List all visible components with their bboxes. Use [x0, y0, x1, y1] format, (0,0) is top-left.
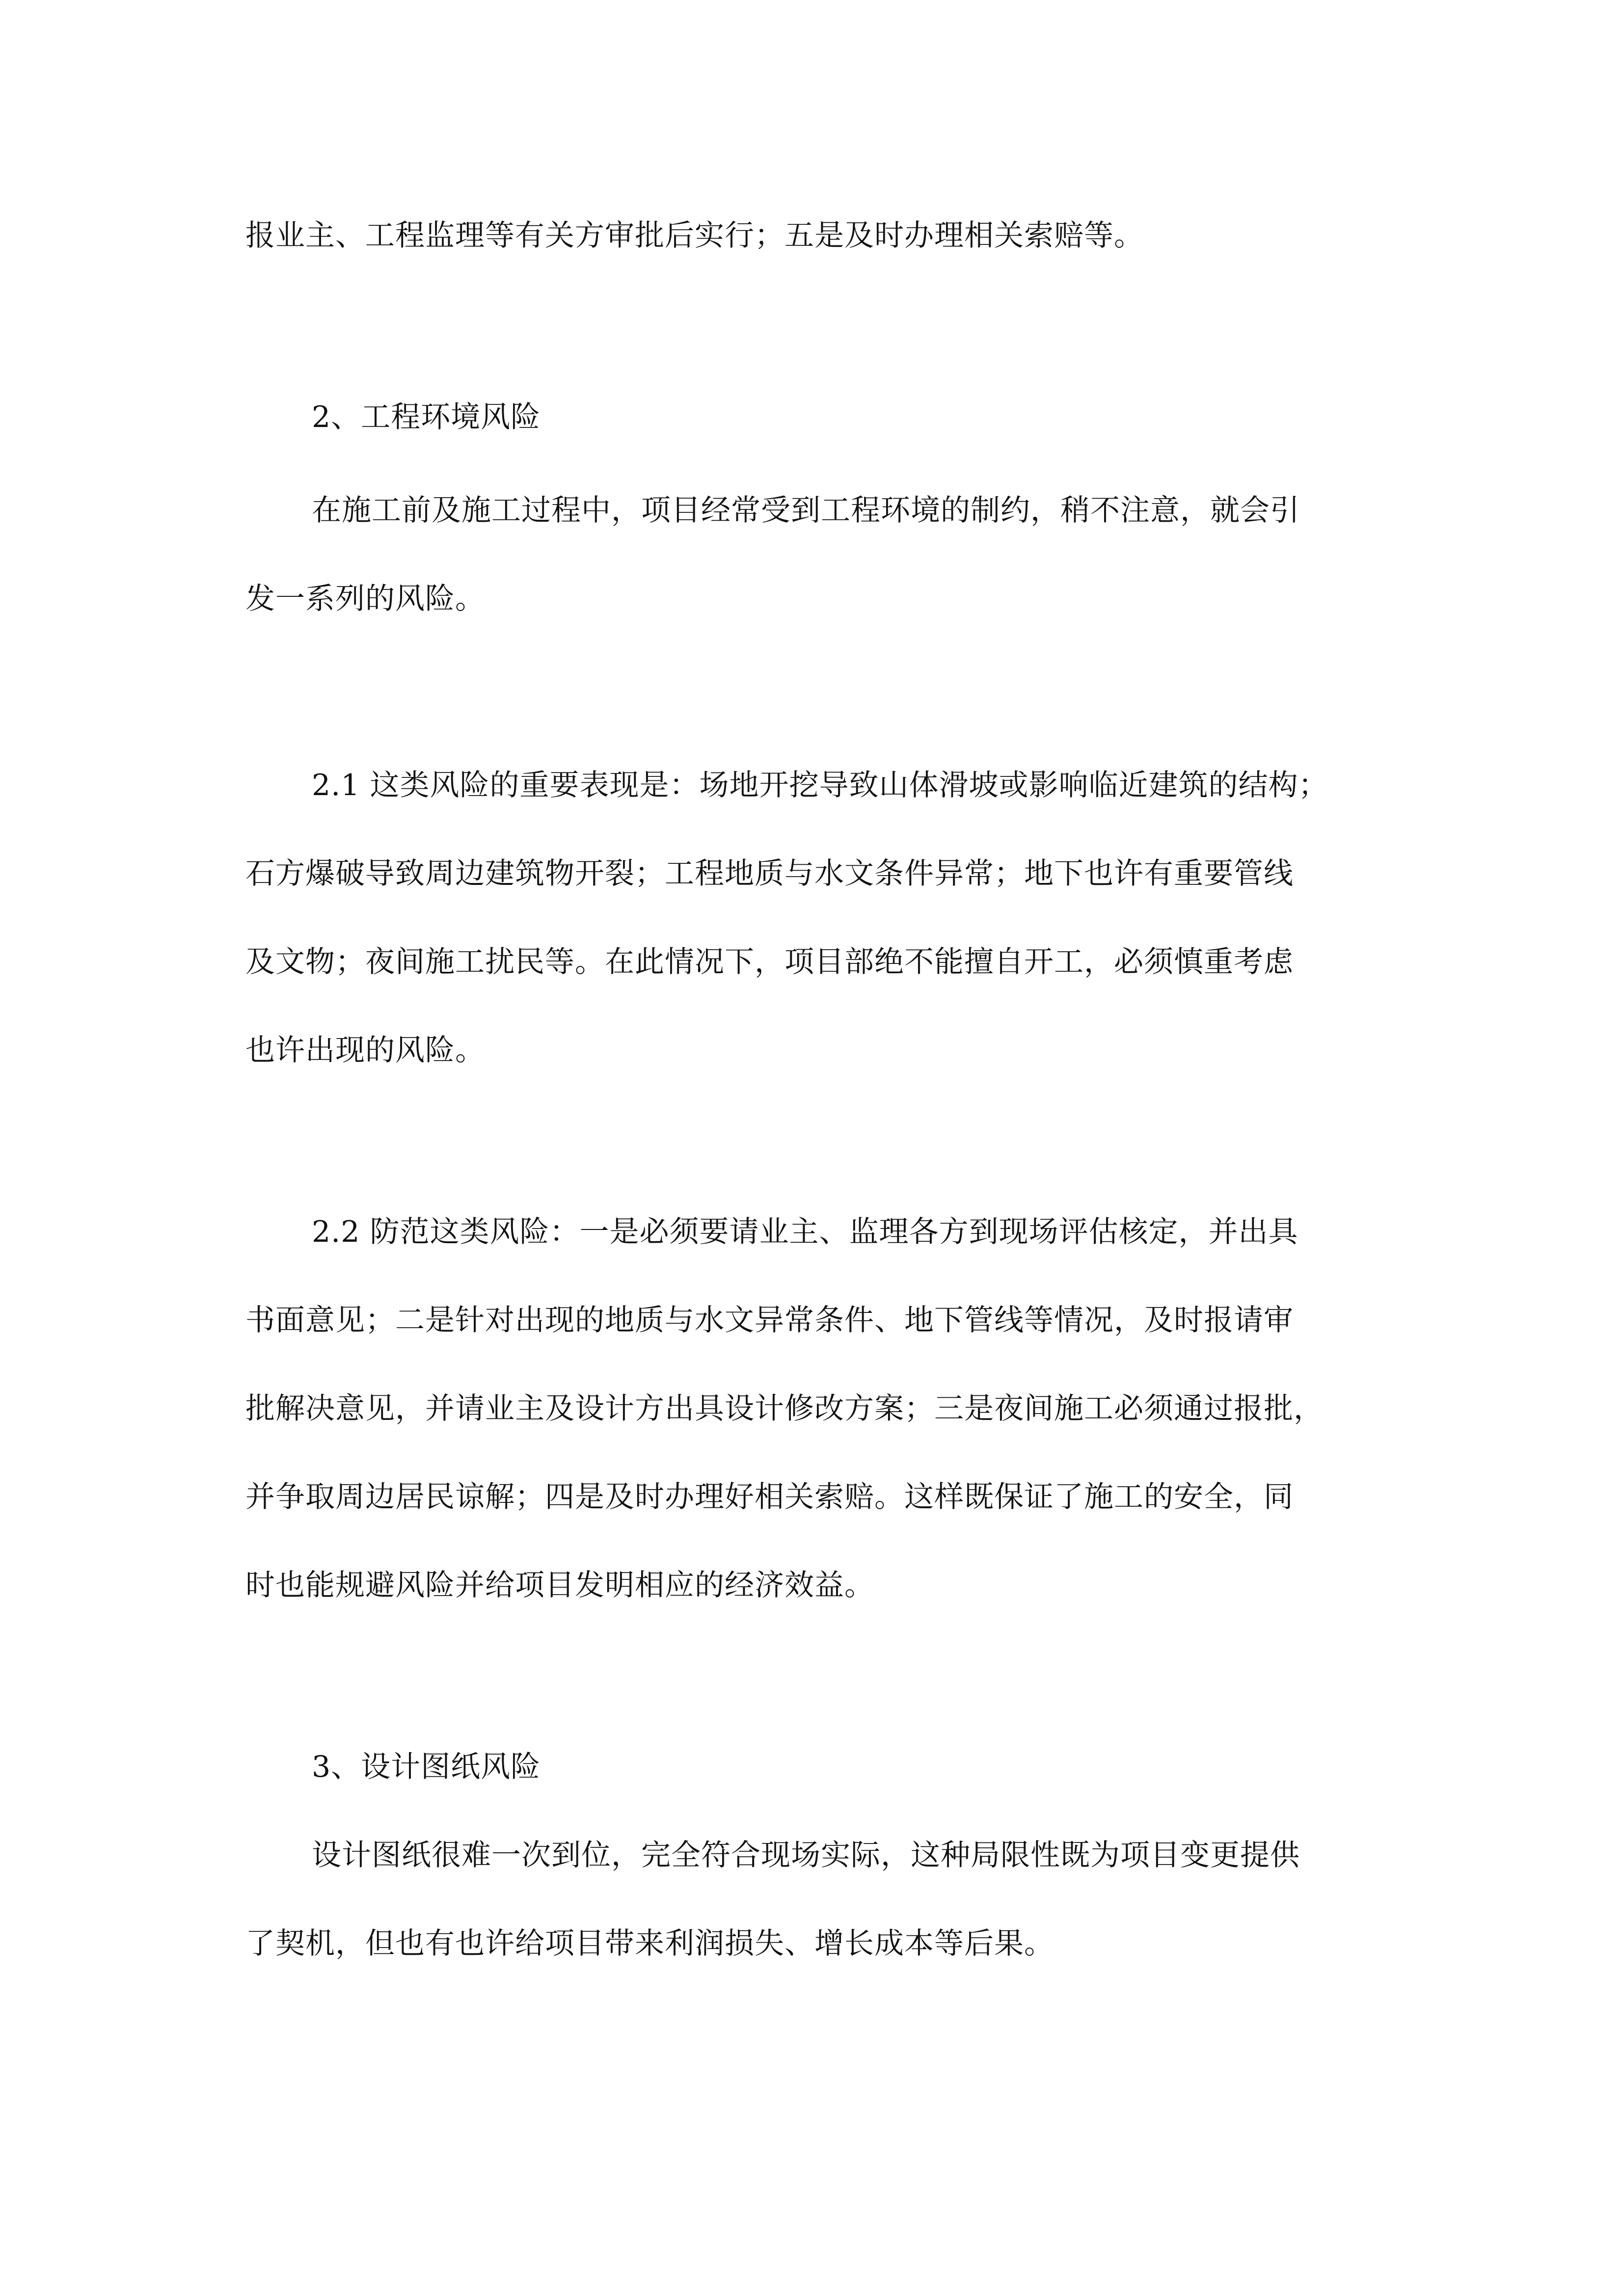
- paragraph-line: 也许出现的风险。: [245, 1033, 485, 1068]
- paragraph-line: 设计图纸很难一次到位，完全符合现场实际，这种局限性既为项目变更提供: [312, 1838, 1300, 1872]
- paragraph-line: 及文物；夜间施工扰民等。在此情况下，项目部绝不能擅自开工，必须慎重考虑: [245, 945, 1294, 979]
- paragraph-line: 并争取周边居民谅解；四是及时办理好相关索赔。这样既保证了施工的安全，同: [245, 1480, 1294, 1514]
- section-heading-3: 3、设计图纸风险: [312, 1750, 541, 1784]
- section-heading-2: 2、工程环境风险: [312, 400, 541, 434]
- paragraph-line: 批解决意见，并请业主及设计方出具设计修改方案；三是夜间施工必须通过报批，: [245, 1391, 1324, 1426]
- paragraph-line: 了契机，但也有也许给项目带来利润损失、增长成本等后果。: [245, 1926, 1054, 1961]
- paragraph-line: 2.2 防范这类风险：一是必须要请业主、监理各方到现场评估核定，并出具: [312, 1215, 1299, 1249]
- paragraph-line: 书面意见；二是针对出现的地质与水文异常条件、地下管线等情况，及时报请审: [245, 1303, 1294, 1337]
- paragraph-line: 发一系列的风险。: [245, 582, 485, 616]
- paragraph-line: 2.1 这类风险的重要表现是：场地开挖导致山体滑坡或影响临近建筑的结构；: [312, 768, 1328, 802]
- paragraph-line: 时也能规避风险并给项目发明相应的经济效益。: [245, 1568, 874, 1602]
- paragraph-line: 在施工前及施工过程中，项目经常受到工程环境的制约，稍不注意，就会引: [312, 493, 1300, 528]
- paragraph-line: 报业主、工程监理等有关方审批后实行；五是及时办理相关索赔等。: [245, 218, 1144, 253]
- paragraph-line: 石方爆破导致周边建筑物开裂；工程地质与水文条件异常；地下也许有重要管线: [245, 856, 1294, 891]
